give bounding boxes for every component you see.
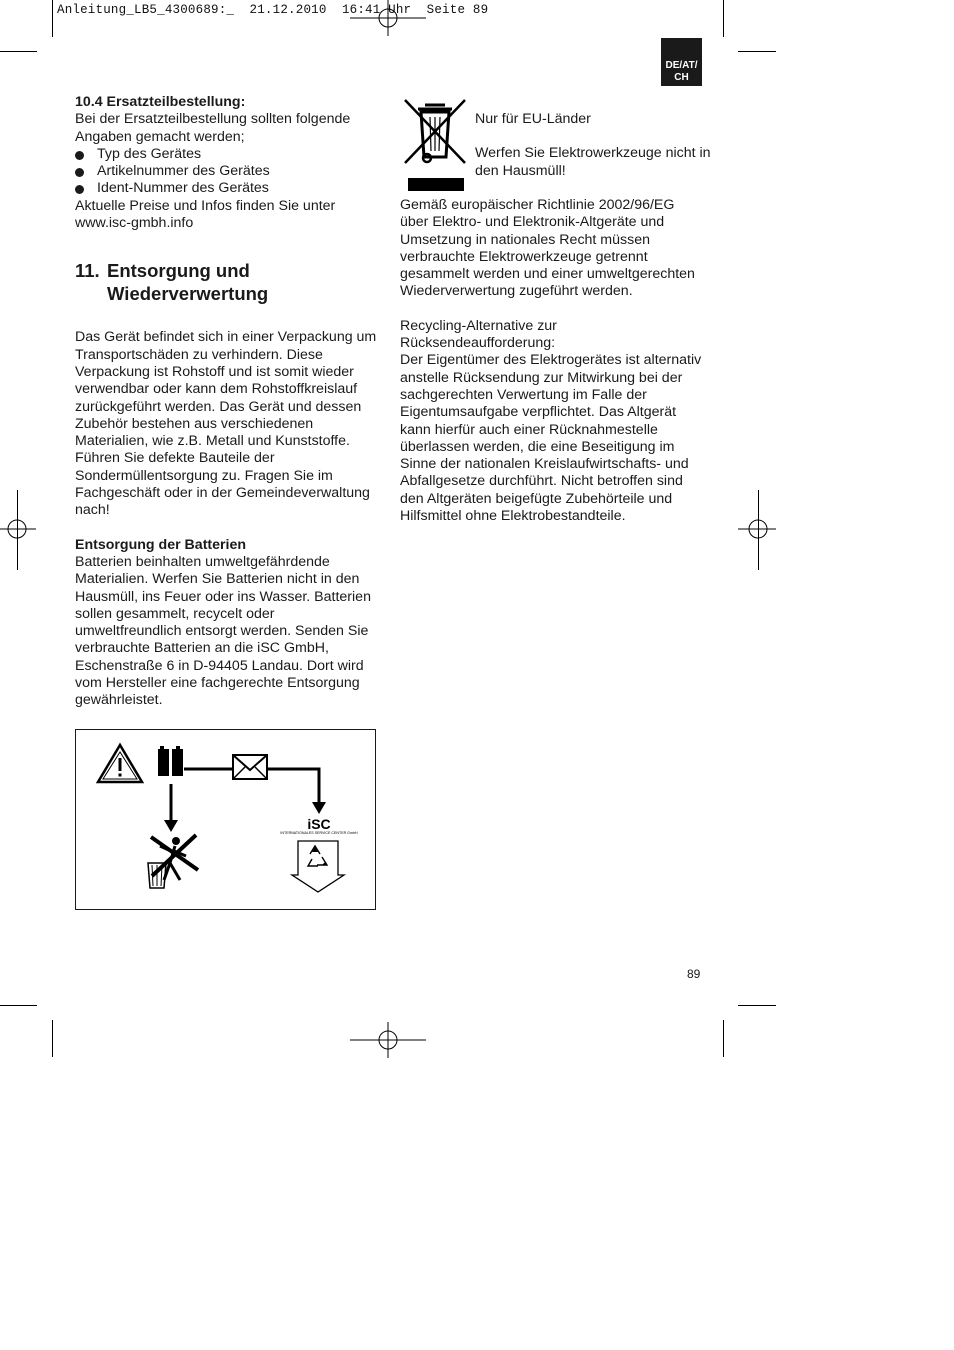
recycling-alternative-title: Recycling-Alternative zur Rücksendeaufforderung: [400, 317, 557, 352]
weee-line1: Nur für EU-Länder [475, 111, 591, 127]
warning-icon [98, 745, 142, 782]
recycling-alternative-text: Der Eigentümer des Elektrogerätes ist alternativ anstelle Rücksendung zur Mitwirkung bei der sachgerechten Verwertung im Falle der Eigentumsaufgabe verpflichtet. Das Altgerät kann hierfür auch einer Rücknahmestelle überlassen werden, die eine Beseitigung im Sinne der nationalen Kreislaufwirtschafts- und Abfallgesetze durchführt. Nicht betroffen sind den Altgeräten beigefügte Zubehörteile und Hilfsmittel ohne Elektrobestandteile. [400, 352, 702, 525]
bullet-item: Ident-Nummer des Gerätes [75, 180, 380, 197]
page-number: 89 [687, 967, 701, 981]
batteries-text: Batterien beinhalten umweltgefährdende Materialien. Werfen Sie Batterien nicht in den Hausmüll, ins Feuer oder ins Wasser. Batterien sollen gesammelt, recycelt oder umweltfreundlich entsorgt werden. Senden Sie verbrauchte Batterien an die iSC GmbH, Eschenstraße 6 in D-94405 Landau. Dort wird vom Hersteller eine fachgerechte Entsorgung gewährleistet. [75, 553, 371, 709]
isc-subtitle: INTERNATIONALES SERVICE CENTER GmbH [280, 831, 358, 835]
section-11-title-line2: Wiederverwertung [107, 283, 269, 305]
battery-disposal-diagram [75, 729, 376, 910]
recycle-icon [292, 841, 344, 892]
section-10-4-footer: Aktuelle Preise und Infos finden Sie unter www.isc-gmbh.info [75, 197, 336, 232]
language-badge-line1: DE/AT/ [665, 60, 698, 71]
crossed-out-bin-icon [400, 95, 470, 195]
weee-notice [475, 111, 715, 180]
right-column [400, 197, 705, 525]
print-header: Anleitung_LB5_4300689:_ 21.12.2010 16:41 Uhr Seite 89 [57, 3, 489, 17]
left-column [75, 94, 380, 710]
bullet-item: Artikelnummer des Gerätes [75, 163, 380, 180]
section-10-4-title: 10.4 Ersatzteilbestellung: [75, 94, 246, 110]
section-11-number: 11. [75, 260, 100, 282]
isc-logo: iSC [307, 816, 331, 832]
weee-line2: Werfen Sie Elektrowerkzeuge nicht in den Hausmüll! [475, 145, 711, 179]
crossed-out-bin-icon [148, 835, 198, 888]
diagram-graphic [76, 730, 375, 909]
section-10-4-intro: Bei der Ersatzteilbestellung sollten folgende Angaben gemacht werden; [75, 111, 351, 145]
directive-paragraph: Gemäß europäischer Richtlinie 2002/96/EG über Elektro- und Elektronik-Altgeräte und Umsetzung in nationales Recht müssen verbrauchte Elektrowerkzeuge getrennt gesammelt werden und einer umweltgerechten Wiederverwertung zugeführt werden. [400, 197, 695, 300]
bullet-item: Typ des Gerätes [75, 146, 380, 163]
language-badge-line2: CH [674, 72, 689, 83]
arrow-icon [164, 820, 178, 832]
language-badge [661, 38, 702, 86]
section-11-heading [75, 259, 380, 305]
battery-icon [158, 746, 183, 776]
arrow-icon [312, 802, 326, 814]
batteries-title: Entsorgung der Batterien [75, 536, 247, 553]
section-11-paragraph: Das Gerät befindet sich in einer Verpackung um Transportschäden zu verhindern. Diese Verpackung ist Rohstoff und ist somit wieder verwendbar oder kann dem Rohstoffkreislauf zurückgeführt werden. Das Gerät und dessen Zubehör bestehen aus verschiedenen Materialien, wie z.B. Metall und Kunststoffe. Führen Sie defekte Bauteile der Sondermüllentsorgung zu. Fragen Sie im Fachgeschäft oder in der Gemeindeverwaltung nach! [75, 329, 377, 519]
envelope-icon [233, 755, 267, 779]
section-11-title-line1: Entsorgung und [107, 260, 250, 282]
